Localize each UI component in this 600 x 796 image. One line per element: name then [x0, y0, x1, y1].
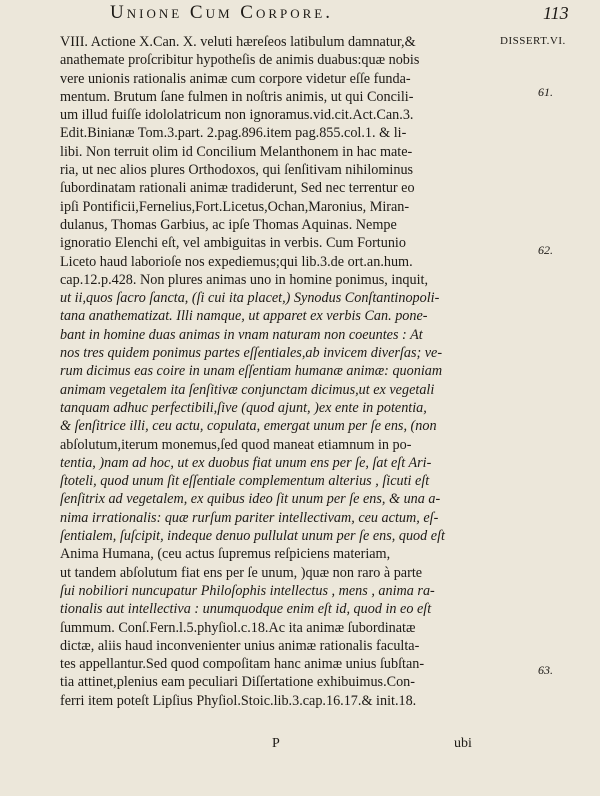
text-line: ferri item poteſt Lipſius Phyſiol.Stoic.lib.3.cap.16.17.& init.18.	[60, 692, 417, 709]
text-line: Liceto haud laborioſe nos expediemus;qui lib.3.de ort.an.hum.	[60, 253, 413, 270]
text-line: ſui nobiliori nuncupatur Philoſophis intellectus , mens , anima ra-	[60, 582, 435, 599]
text-line: anathemate proſcribitur hypotheſis de animis duabus:quæ nobis	[60, 52, 420, 69]
text-line: tentia, )nam ad hoc, ut ex duobus fiat unum ens per ſe, ſat eſt Ari-	[60, 454, 432, 471]
text-line: ipſi Pontificii,Fernelius,Fort.Licetus,Ochan,Maronius, Miran-	[60, 198, 410, 215]
text-line: cap.12.p.428. Non plures animas uno in homine ponimus, inquit,	[60, 271, 429, 288]
text-line: Anima Humana, (ceu actus ſupremus reſpiciens materiam,	[60, 546, 391, 563]
text-line: tanquam adhuc perfectibili,ſive (quod ajunt, )ex ente in potentia,	[60, 399, 427, 416]
text-line: ignoratio Elenchi eſt, vel ambiguitas in verbis. Cum Fortunio	[60, 235, 406, 252]
text-line: ſentialem, ſuſcipit, indeque denuo pullulat unum per ſe ens, quod eſt	[60, 528, 445, 545]
signature-mark: P	[272, 736, 280, 751]
marginal-note: 62.	[538, 243, 553, 257]
text-line: ſummum. Conſ.Fern.l.5.phyſiol.c.18.Ac ita animæ ſubordinatæ	[60, 619, 416, 636]
body-text	[60, 33, 535, 710]
text-line: um illud fuiſſe idololatricum non ignoramus.vid.cit.Act.Can.3.	[60, 107, 414, 124]
text-line: ria, ut nec alios plures Orthodoxos, qui ſenſitivam nihilominus	[60, 162, 414, 179]
text-line: nos tres quidem ponimus partes eſſentiales,ab invicem diverſas; ve-	[60, 345, 443, 362]
text-line: tionalis aut intellectiva : unumquodque enim eſt id, quod in eo eſt	[60, 601, 432, 618]
page-number: 113	[543, 3, 569, 23]
text-line: & ſenſitrice illi, ceu actu, copulata, emergat unum per ſe ens, (non	[60, 418, 437, 435]
text-line: nima irrationalis: quæ rurſum pariter intellectivam, ceu actum, eſ-	[60, 509, 439, 526]
text-line: rum dicimus eas coire in unam eſſentiam humanæ animæ: quoniam	[60, 363, 443, 380]
text-line: VIII. Actione X.Can. X. veluti hæreſeos latibulum damnatur,&	[60, 34, 416, 50]
marginal-note: 63.	[538, 663, 553, 677]
text-line: mentum. Brutum ſane fulmen in noſtris animis, ut qui Concili-	[60, 88, 414, 105]
text-line: dulanus, Thomas Garbius, ac ipſe Thomas Aquinas. Nempe	[60, 216, 397, 233]
page-header	[0, 2, 600, 28]
text-line: ut tandem abſolutum fiat ens per ſe unum, )quæ non raro à parte	[60, 564, 423, 581]
text-line: ſubordinatam rationali animæ tradiderunt, Sed nec terrentur eo	[60, 180, 415, 197]
text-line: Edit.Binianæ Tom.3.part. 2.pag.896.item pag.855.col.1. & li-	[60, 125, 407, 142]
margin-label: DISSERT.VI.	[500, 35, 566, 47]
text-line: bant in homine duas animas in vnam naturam non coeuntes : At	[60, 326, 423, 343]
marginal-note: 61.	[538, 85, 553, 99]
text-line: tes appellantur.Sed quod compoſitam hanc animæ unius ſubſtan-	[60, 656, 425, 673]
text-line: animam vegetalem ita ſenſitivæ conjunctam dicimus,ut ex vegetali	[60, 381, 435, 398]
catchword: ubi	[454, 736, 472, 751]
page-footer	[0, 736, 600, 756]
text-line: abſolutum,iterum monemus,ſed quod maneat etiamnum in po-	[60, 436, 412, 453]
text-line: ut ii,quos ſacro ſancta, (ſi cui ita placet,) Synodus Conſtantinopoli-	[60, 290, 440, 307]
text-line: tana anathematizat. Illi namque, ut apparet ex verbis Can. pone-	[60, 308, 428, 325]
running-head: Unione Cum Corpore.	[110, 2, 333, 23]
text-line: ſenſitrix ad vegetalem, ex quibus ideo ſit unum per ſe ens, & una a-	[60, 491, 441, 508]
text-line: ſtoteli, quod unum ſit eſſentiale complementum alterius , ſicuti eſt	[60, 473, 430, 490]
text-line: vere unionis rationalis animæ cum corpore videtur eſſe funda-	[60, 70, 411, 87]
text-line: libi. Non terruit olim id Concilium Melanthonem in hac mate-	[60, 143, 413, 160]
text-line: dictæ, aliis haud inconvenienter unius animæ rationalis faculta-	[60, 637, 420, 654]
text-line: tia attinet,plenius eam peculiari Diſſertatione exhibuimus.Con-	[60, 674, 415, 691]
